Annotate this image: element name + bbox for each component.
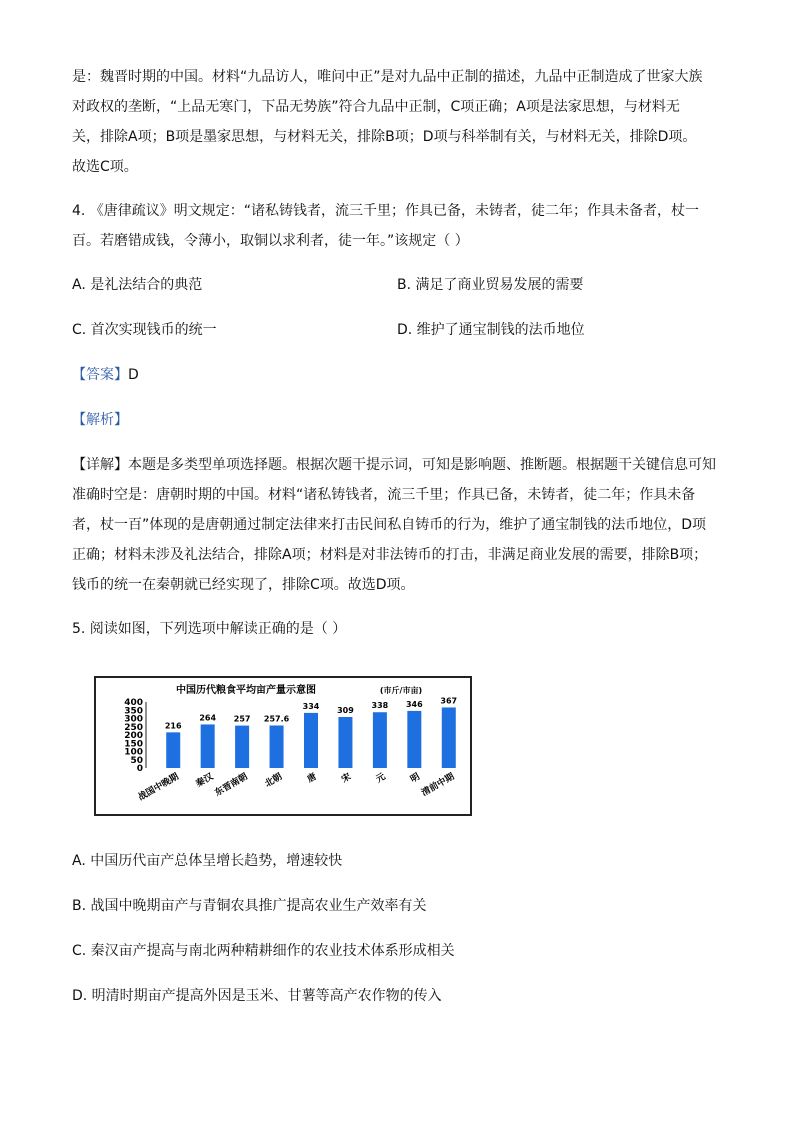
bar <box>201 724 215 768</box>
x-tick-label: 战国中晚期 <box>136 771 181 804</box>
bar <box>166 732 180 768</box>
q4-option-d: D. 维护了通宝制钱的法币地位 <box>397 322 585 338</box>
y-tick-label: 400 <box>124 698 143 708</box>
chart-unit: (市斤/市亩) <box>379 686 423 695</box>
q5-option-b: B. 战国中晚期亩产与青铜农具推广提高农业生产效率有关 <box>72 898 427 914</box>
q3-analysis-line-3: 关，排除A项；B项是墨家思想，与材料无关，排除B项；D项与科举制有关，与材料无关，排除D项。 <box>72 129 697 145</box>
answer-label: 【答案】 <box>72 367 128 383</box>
y-tick-label: 50 <box>130 755 143 766</box>
bar-value-label: 338 <box>371 701 389 711</box>
q4-option-c: C. 首次实现钱币的统一 <box>72 322 217 338</box>
y-tick-label: 0 <box>136 764 143 774</box>
q4-stem-line-1: 4. 《唐律疏议》明文规定：“诸私铸钱者，流三千里；作具已备，未铸者，徒二年；作具未备者，杖一 <box>72 203 700 219</box>
y-tick-label: 350 <box>124 706 143 717</box>
bar <box>270 725 284 768</box>
q4-detail-line-1: 【详解】本题是多类型单项选择题。根据次题干提示词，可知是影响题、推断题。根据题干关键信息可知 <box>72 457 716 473</box>
q4-options-row-2 <box>72 315 722 345</box>
q3-analysis-line-4: 故选C项。 <box>72 159 138 175</box>
bar <box>407 711 421 768</box>
y-tick-label: 100 <box>124 747 143 758</box>
bar-value-label: 334 <box>302 701 320 711</box>
q4-answer <box>72 360 722 390</box>
grain-yield-chart <box>94 676 472 816</box>
y-tick-label: 250 <box>124 722 143 733</box>
x-tick-label: 唐 <box>305 771 319 786</box>
x-tick-label: 元 <box>374 771 388 786</box>
bar-value-label: 257 <box>233 714 251 724</box>
analysis-label: 【解析】 <box>72 412 128 428</box>
q3-analysis-line-2: 对政权的垄断，“上品无寒门，下品无势族”符合九品中正制，C项正确；A项是法家思想，与材料无 <box>72 99 680 115</box>
q4-analysis-label <box>72 405 722 435</box>
q5-option-a: A. 中国历代亩产总体呈增长趋势，增速较快 <box>72 853 343 869</box>
bar <box>338 717 352 768</box>
x-tick-label: 清前中期 <box>420 771 457 799</box>
x-tick-label: 北朝 <box>263 771 285 790</box>
bar-value-label: 367 <box>440 696 458 706</box>
q4-detail-line-5: 钱币的统一在秦朝就已经实现了，排除C项。故选D项。 <box>72 577 415 593</box>
bar <box>304 713 318 768</box>
x-tick-label: 东晋南朝 <box>213 771 250 799</box>
bar <box>373 712 387 768</box>
chart-title: 中国历代粮食平均亩产量示意图 <box>176 685 316 696</box>
chart-canvas <box>96 678 470 814</box>
x-tick-label: 宋 <box>340 771 353 786</box>
x-axis-labels <box>136 770 457 803</box>
document-body <box>72 62 722 644</box>
q4-detail-line-3: 者，杖一百”体现的是唐朝通过制定法律来打击民间私自铸币的行为，维护了通宝制钱的法币地位，D项 <box>72 517 707 533</box>
q4-options-row-1 <box>72 270 722 300</box>
bar <box>442 707 456 768</box>
bar-value-label: 346 <box>405 699 423 709</box>
y-axis-ticks <box>124 698 143 774</box>
q4-detail-line-2: 准确时空是：唐朝时期的中国。材料“诸私铸钱者，流三千里；作具已备，未铸者，徒二年；作具未备 <box>72 487 696 503</box>
q5-option-d: D. 明清时期亩产提高外因是玉米、甘薯等高产农作物的传入 <box>72 988 442 1004</box>
bar-value-label: 309 <box>337 706 354 716</box>
bar-value-label: 216 <box>164 721 182 731</box>
q5-options <box>72 846 722 1026</box>
q3-analysis-line-1: 是：魏晋时期的中国。材料“九品访人，唯问中正”是对九品中正制的描述，九品中正制造成了世家大族 <box>72 69 703 85</box>
answer-value: D <box>128 367 139 383</box>
bar <box>235 726 249 768</box>
x-tick-label: 明 <box>409 771 422 786</box>
q5-option-c: C. 秦汉亩产提高与南北两种精耕细作的农业技术体系形成相关 <box>72 943 455 959</box>
bar-value-label: 264 <box>199 713 217 723</box>
bar-value-label: 257.6 <box>263 714 290 724</box>
y-tick-label: 150 <box>124 739 143 750</box>
q5-stem: 5. 阅读如图，下列选项中解读正确的是（ ） <box>72 621 347 637</box>
q4-option-b: B. 满足了商业贸易发展的需要 <box>397 277 584 293</box>
x-tick-label: 秦汉 <box>194 771 216 790</box>
q4-detail-line-4: 正确；材料未涉及礼法结合，排除A项；材料是对非法铸币的打击，非满足商业发展的需要，排除B项； <box>72 547 708 563</box>
q4-stem-line-2: 百。若磨错成钱，令薄小，取铜以求利者，徒一年。”该规定（ ） <box>72 233 469 249</box>
y-tick-label: 200 <box>124 731 143 741</box>
q4-option-a: A. 是礼法结合的典范 <box>72 277 203 293</box>
y-tick-label: 300 <box>124 714 143 725</box>
